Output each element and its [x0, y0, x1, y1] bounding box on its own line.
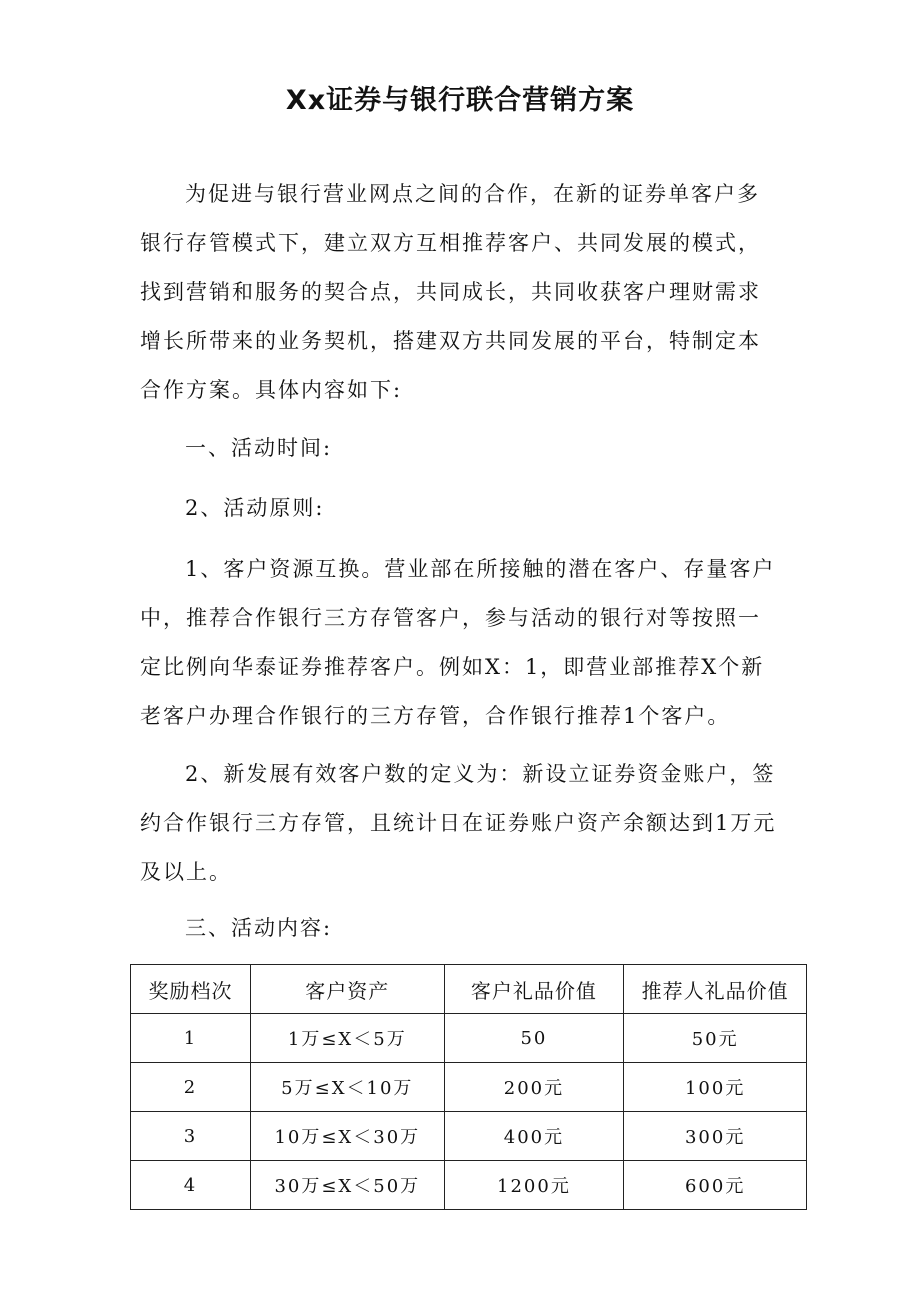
cell-client-gift: 1200元	[444, 1161, 624, 1210]
header-cell-tier: 奖励档次	[131, 965, 251, 1014]
table-row	[131, 1063, 807, 1112]
header-cell-referrer-gift: 推荐人礼品价值	[624, 965, 807, 1014]
cell-tier: 4	[131, 1161, 251, 1210]
cell-assets: 1万≤X＜5万	[251, 1014, 444, 1063]
intro-text: 为促进与银行营业网点之间的合作，在新的证券单客户多银行存管模式下，建立双方互相推荐客户、共同发展的模式，找到营销和服务的契合点，共同成长，共同收获客户理财需求增长所带来的业务契机，搭建双方共同发展的平台，特制定本合作方案。具体内容如下:	[140, 182, 761, 402]
cell-client-gift: 200元	[444, 1063, 624, 1112]
cell-client-gift: 400元	[444, 1112, 624, 1161]
page-title: Xx证券与银行联合营销方案	[285, 85, 635, 116]
table-row	[131, 1112, 807, 1161]
cell-referrer-gift: 600元	[624, 1161, 807, 1210]
header-cell-assets: 客户资产	[251, 965, 444, 1014]
cell-tier: 3	[131, 1112, 251, 1161]
cell-assets: 5万≤X＜10万	[251, 1063, 444, 1112]
cell-tier: 2	[131, 1063, 251, 1112]
cell-referrer-gift: 100元	[624, 1063, 807, 1112]
principle-text-2: 2、新发展有效客户数的定义为：新设立证券资金账户，签约合作银行三方存管，且统计日在证券账户资产余额达到1万元及以上。	[140, 762, 777, 884]
section-heading-content: 三、活动内容:	[185, 916, 333, 940]
principle-paragraph-1	[140, 545, 780, 741]
table-header-row	[131, 965, 807, 1014]
table-row	[131, 1014, 807, 1063]
cell-referrer-gift: 300元	[624, 1112, 807, 1161]
table-row	[131, 1161, 807, 1210]
cell-tier: 1	[131, 1014, 251, 1063]
reward-table	[130, 964, 807, 1210]
principle-text-1: 1、客户资源互换。营业部在所接触的潜在客户、存量客户中，推荐合作银行三方存管客户，参与活动的银行对等按照一定比例向华泰证券推荐客户。例如X：1，即营业部推荐X个新老客户办理合作银行的三方存管，合作银行推荐1个客户。	[140, 557, 776, 728]
cell-assets: 10万≤X＜30万	[251, 1112, 444, 1161]
cell-assets: 30万≤X＜50万	[251, 1161, 444, 1210]
cell-client-gift: 50	[444, 1014, 624, 1063]
header-cell-client-gift: 客户礼品价值	[444, 965, 624, 1014]
intro-paragraph	[140, 170, 780, 415]
section-heading-principle: 2、活动原则:	[185, 496, 325, 520]
section-heading-time: 一、活动时间:	[185, 436, 333, 460]
cell-referrer-gift: 50元	[624, 1014, 807, 1063]
principle-paragraph-2	[140, 750, 780, 897]
